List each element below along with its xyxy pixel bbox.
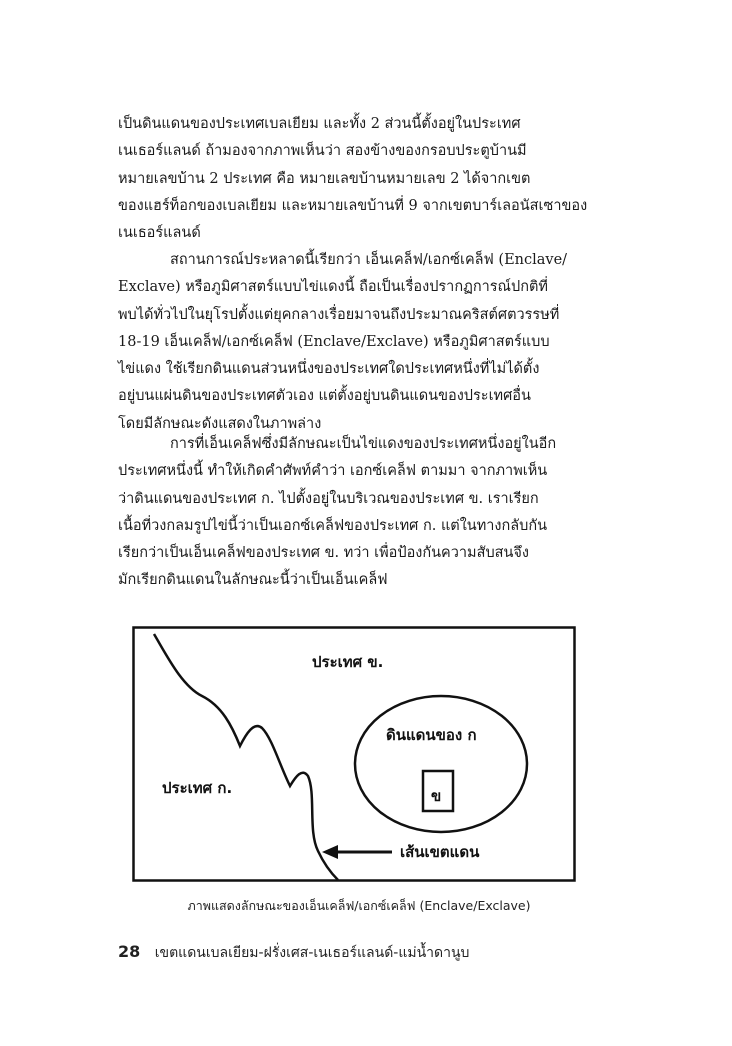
- text-line: ไข่แดง ใช้เรียกดินแดนส่วนหนึ่งของประเทศใดประเทศหนึ่งที่ไม่ได้ตั้ง: [118, 361, 540, 378]
- text-line: โดยมีลักษณะดังแสดงในภาพล่าง: [118, 415, 322, 432]
- text-line: ของแฮร์ท็อกของเบลเยียม และหมายเลขบ้านที่ 9 จากเขตบาร์เลอนัสเซาของ: [118, 197, 588, 214]
- enclave-label: ดินแดนของ ก: [386, 726, 477, 744]
- text-line: Exclave) หรือภูมิศาสตร์แบบไข่แดงนี้ ถือเป็นเรื่องปรากฏการณ์ปกติที่: [118, 279, 548, 296]
- figure-caption: ภาพแสดงลักษณะของเอ็นเคล็ฟ/เอกซ์เคล็ฟ (Enclave/Exclave): [187, 898, 531, 913]
- text-line: 18-19 เอ็นเคล็ฟ/เอกซ์เคล็ฟ (Enclave/Exclave) หรือภูมิศาสตร์แบบ: [118, 333, 550, 350]
- text-line: พบได้ทั่วไปในยุโรปตั้งแต่ยุคกลางเรื่อยมาจนถึงประมาณคริสต์ศตวรรษที่: [118, 306, 560, 323]
- running-title: เขตแดนเบลเยียม-ฝรั่งเศส-เนเธอร์แลนด์-แม่น้ำดานูบ: [154, 945, 470, 961]
- country-b-label: ประเทศ ข.: [312, 653, 384, 671]
- text-line: มักเรียกดินแดนในลักษณะนี้ว่าเป็นเอ็นเคล็ฟ: [118, 572, 388, 589]
- page-number: 28: [118, 942, 141, 961]
- text-line: การที่เอ็นเคล็ฟซึ่งมีลักษณะเป็นไข่แดงของประเทศหนึ่งอยู่ในอีก: [170, 436, 557, 452]
- enclave-diagram: [132, 626, 576, 882]
- inner-box-label: ข: [431, 787, 442, 805]
- text-line: ว่าดินแดนของประเทศ ก. ไปตั้งอยู่ในบริเวณของประเทศ ข. เราเรียก: [118, 490, 539, 507]
- text-line: หมายเลขบ้าน 2 ประเทศ คือ หมายเลขบ้านหมายเลข 2 ได้จากเขต: [118, 170, 531, 187]
- border-label: เส้นเขตแดน: [400, 843, 480, 861]
- text-line: เรียกว่าเป็นเอ็นเคล็ฟของประเทศ ข. ทว่า เพื่อป้องกันความสับสนจึง: [118, 545, 529, 562]
- text-line: สถานการณ์ประหลาดนี้เรียกว่า เอ็นเคล็ฟ/เอกซ์เคล็ฟ (Enclave/: [170, 252, 568, 268]
- paragraph-3: [118, 431, 600, 595]
- paragraph-2: [118, 247, 600, 438]
- country-a-label: ประเทศ ก.: [162, 779, 233, 797]
- text-line: เป็นดินแดนของประเทศเบลเยียม และทั้ง 2 ส่วนนี้ตั้งอยู่ในประเทศ: [118, 116, 521, 132]
- text-line: อยู่บนแผ่นดินของประเทศตัวเอง แต่ตั้งอยู่บนดินแดนของประเทศอื่น: [118, 388, 531, 405]
- text-line: เนเธอร์แลนด์ ถ้ามองจากภาพเห็นว่า สองข้างของกรอบประตูบ้านมี: [118, 143, 527, 160]
- text-line: ประเทศหนึ่งนี้ ทำให้เกิดคำศัพท์คำว่า เอกซ์เคล็ฟ ตามมา จากภาพเห็น: [118, 463, 548, 480]
- text-line: เนเธอร์แลนด์: [118, 225, 201, 242]
- text-line: เนื้อที่วงกลมรูปไข่นี้ว่าเป็นเอกซ์เคล็ฟของประเทศ ก. แต่ในทางกลับกัน: [118, 517, 548, 534]
- enclave-diagram-svg: [132, 626, 576, 882]
- page-footer: [118, 942, 469, 964]
- paragraph-1: [118, 111, 600, 247]
